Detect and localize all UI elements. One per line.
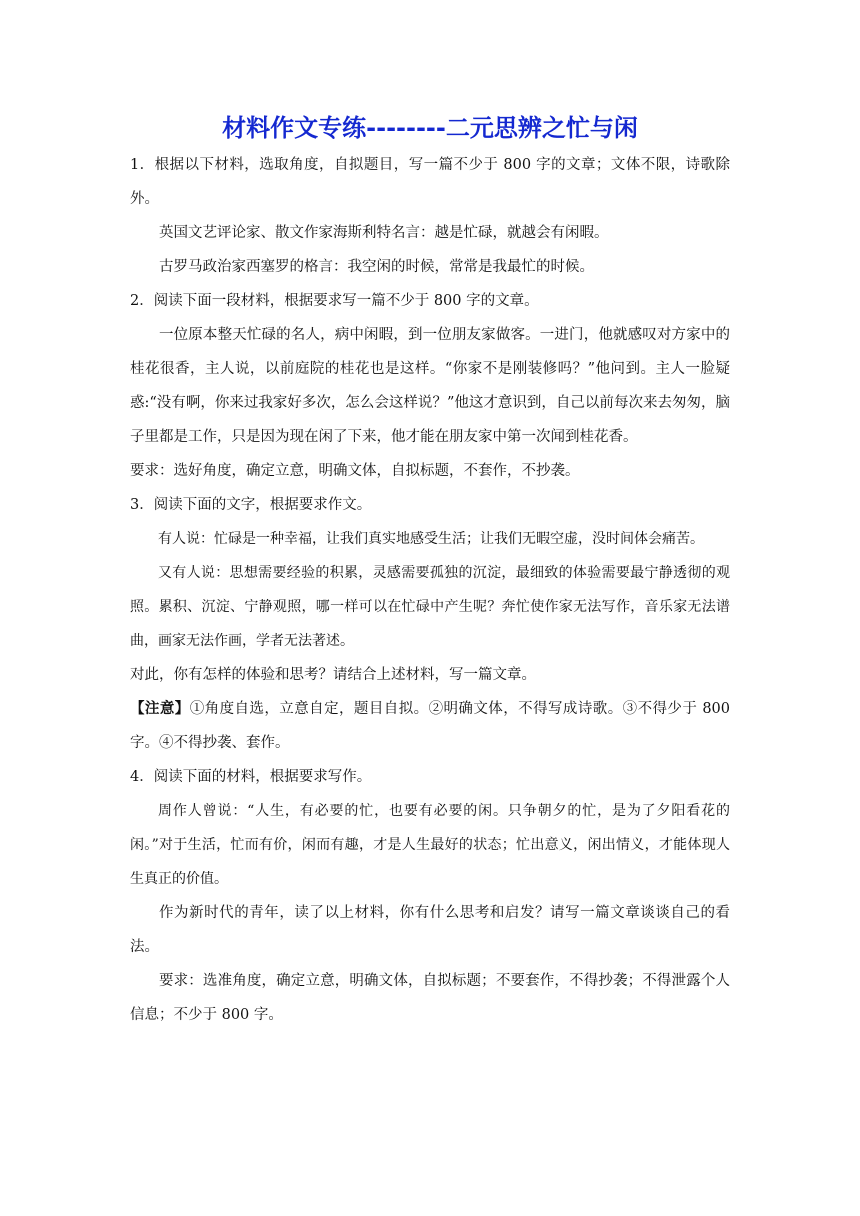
- document-body: [130, 110, 730, 1032]
- q3-prompt: 3．阅读下面的文字，根据要求作文。: [130, 497, 372, 513]
- q3-note-text: ①角度自选，立意自定，题目自拟。②明确文体，不得写成诗歌。③不得少于 800 字。④不得抄袭、套作。: [130, 701, 730, 751]
- q3-question: 对此，你有怎样的体验和思考？请结合上述材料，写一篇文章。: [130, 667, 536, 683]
- q2-prompt: 2．阅读下面一段材料，根据要求写一篇不少于 800 字的文章。: [130, 293, 539, 309]
- q2-requirement: 要求：选好角度，确定立意，明确文体，自拟标题，不套作，不抄袭。: [130, 463, 580, 479]
- q4-prompt: 4．阅读下面的材料，根据要求写作。: [130, 769, 372, 785]
- page-title: 材料作文专练--------二元思辨之忙与闲: [222, 114, 638, 142]
- q3-note: [130, 692, 730, 760]
- q1-quote-cicero: 古罗马政治家西塞罗的格言：我空闲的时候，常常是我最忙的时候。: [159, 259, 594, 275]
- q1-quote-hazlitt: 英国文艺评论家、散文作家海斯利特名言：越是忙碌，就越会有闲暇。: [159, 225, 609, 241]
- q4-task: 作为新时代的青年，读了以上材料，你有什么思考和启发？请写一篇文章谈谈自己的看法。: [130, 905, 730, 955]
- q3-note-label: 【注意】: [130, 700, 190, 717]
- q2-story: 一位原本整天忙碌的名人，病中闲暇，到一位朋友家做客。一进门，他就感叹对方家中的桂花很香，主人说，以前庭院的桂花也是这样。“你家不是刚装修吗？”他问到。主人一脸疑惑:“没有啊，你来过我家好多次，怎么会这样说？”他这才意识到，自己以前每次来去匆匆，脑子里都是工作，只是因为现在闲了下来，他才能在朋友家中第一次闻到桂花香。: [130, 327, 730, 445]
- q3-view-1: 有人说：忙碌是一种幸福，让我们真实地感受生活；让我们无暇空虚，没时间体会痛苦。: [158, 531, 704, 547]
- q4-quote: 周作人曾说：“人生，有必要的忙，也要有必要的闲。只争朝夕的忙，是为了夕阳看花的闲。”对于生活，忙而有价，闲而有趣，才是人生最好的状态；忙出意义，闲出情义，才能体现人生真正的价值。: [130, 803, 730, 887]
- q3-view-2: 又有人说：思想需要经验的积累，灵感需要孤独的沉淀，最细致的体验需要最宁静透彻的观照。累积、沉淀、宁静观照，哪一样可以在忙碌中产生呢？奔忙使作家无法写作，音乐家无法谱曲，画家无法作画，学者无法著述。: [130, 565, 730, 649]
- q1-prompt: 1．根据以下材料，选取角度，自拟题目，写一篇不少于 800 字的文章；文体不限，诗歌除外。: [130, 157, 730, 207]
- q4-requirement: 要求：选准角度，确定立意，明确文体，自拟标题；不要套作，不得抄袭；不得泄露个人信息；不少于 800 字。: [130, 973, 730, 1023]
